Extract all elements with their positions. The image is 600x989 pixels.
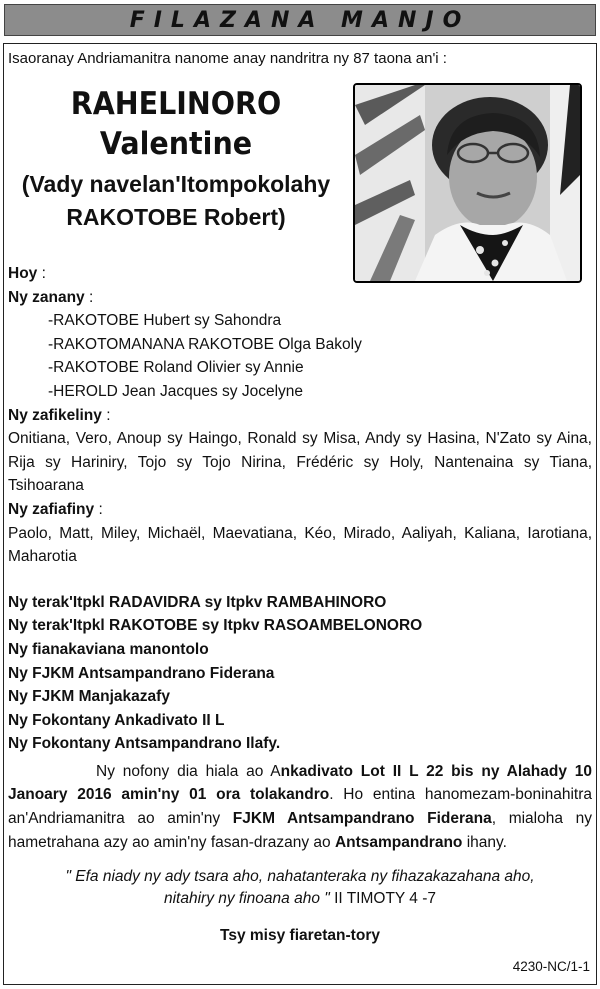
grandchildren-heading <box>8 404 592 428</box>
verse-line-2: nitahiry ny finoana aho " <box>163 890 330 908</box>
funeral-announcement <box>8 760 592 854</box>
announcement-text-2: . Ho entina hanomezam-boninahitra an'Andriamanitra ao amin'ny <box>8 786 592 828</box>
hoy-suffix: : <box>37 265 46 282</box>
child-item: -RAKOTOMANANA RAKOTOBE Olga Bakoly <box>48 335 362 353</box>
portrait-photo-image <box>355 85 580 281</box>
reference-code: 4230-NC/1-1 <box>512 959 590 974</box>
relation-line: Ny Fokontany Ankadivato II L <box>8 711 225 729</box>
relation-line: Ny fianakaviana manontolo <box>8 640 209 658</box>
bible-verse <box>8 866 592 910</box>
intro-text: Isaoranay Andriamanitra nanome anay nandritra ny 87 taona an'i : <box>8 50 447 67</box>
announcement-text-3: , mialoha ny hametrahana azy ao amin'ny fasan-drazany ao <box>8 810 592 851</box>
child-item: -RAKOTOBE Hubert sy Sahondra <box>48 312 282 330</box>
relation-line: Ny terak'Itpkl RAKOTOBE sy Itpkv RASOAMBELONORO <box>8 617 423 635</box>
spacer <box>8 569 592 591</box>
children-suffix: : <box>84 288 94 306</box>
hoy-label: Hoy <box>8 265 38 282</box>
relation-line: Ny FJKM Antsampandrano Fiderana <box>8 664 275 682</box>
child-item: -HEROLD Jean Jacques sy Jocelyne <box>48 382 304 400</box>
deceased-given-name: Valentine <box>99 126 253 162</box>
great-grandchildren-heading <box>8 498 592 522</box>
great-grandchildren-label: Ny zafiafiny <box>8 500 95 518</box>
announcement-text-1: Ny nofony dia hiala ao A <box>96 762 281 780</box>
child-item: -RAKOTOBE Roland Olivier sy Annie <box>48 359 304 377</box>
header-title: FILAZANA MANJO <box>129 7 471 33</box>
hoy-line <box>8 262 592 286</box>
portrait-photo <box>353 83 582 283</box>
announcement-bold-3: Antsampandrano <box>334 833 463 851</box>
grandchildren-label: Ny zafikeliny <box>8 406 102 424</box>
great-grandchildren-list: Paolo, Matt, Miley, Michaël, Maevatiana, Kéo, Mirado, Aaliyah, Kaliana, Iarotiana, Maharotia <box>8 524 592 566</box>
children-heading <box>8 286 592 310</box>
verse-line-1: " Efa niady ny ady tsara aho, nahatanteraka ny fihazakazahana aho, <box>65 868 535 886</box>
spouse-line-1: (Vady navelan'Itompokolahy <box>21 171 331 197</box>
announcement-text-4: ihany. <box>462 833 507 851</box>
grandchildren-suffix: : <box>101 406 111 424</box>
grandchildren-list: Onitiana, Vero, Anoup sy Haingo, Ronald sy Misa, Andy sy Hasina, N'Zato sy Aina, Rija sy Hariniry, Tojo sy Tojo Nirina, Frédéric sy Holy, Nantenaina sy Tiana, Tsihoarana <box>8 430 592 495</box>
relation-line: Ny terak'Itpkl RADAVIDRA sy Itpkv RAMBAHINORO <box>8 593 387 611</box>
announcement-bold-1: nkadivato Lot II L 22 bis ny Alahady 10 Janoary 2016 amin'ny 01 ora tolakandro <box>8 762 593 804</box>
header-bar <box>4 4 596 36</box>
deceased-surname: RAHELINORO <box>70 86 282 122</box>
children-label: Ny zanany <box>8 288 85 306</box>
spouse-line-2: RAKOTOBE Robert) <box>66 204 286 230</box>
verse-reference: II TIMOTY 4 -7 <box>329 890 436 908</box>
verse-line-2-wrap <box>8 888 592 910</box>
deceased-name-block <box>6 84 346 234</box>
relation-line: Ny FJKM Manjakazafy <box>8 688 170 706</box>
announcement-bold-2: FJKM Antsampandrano Fiderana <box>232 810 492 828</box>
family-section <box>8 262 592 948</box>
great-grandchildren-suffix: : <box>94 500 103 518</box>
relation-line: Ny Fokontany Antsampandrano Ilafy. <box>8 735 281 753</box>
closing-note: Tsy misy fiaretan-tory <box>220 927 380 945</box>
